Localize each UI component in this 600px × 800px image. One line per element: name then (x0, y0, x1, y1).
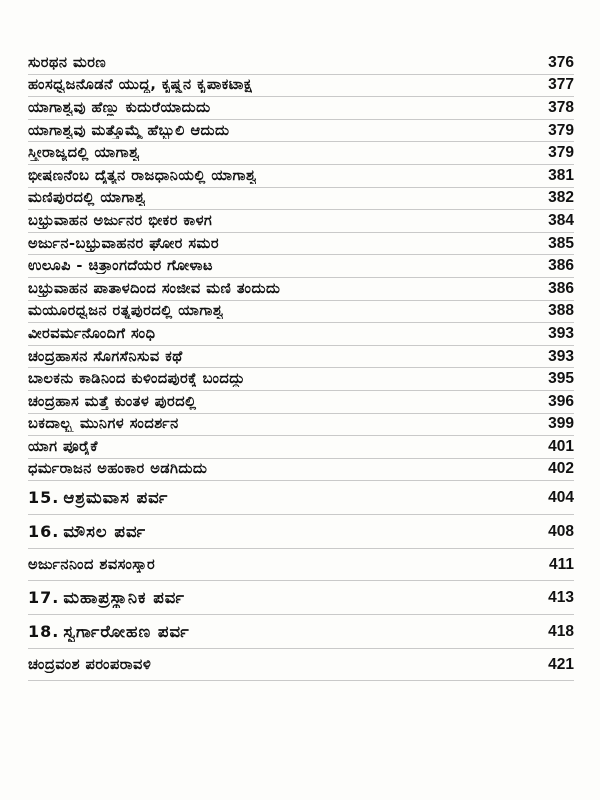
toc-entry-page: 393 (548, 324, 574, 342)
toc-entry-title: ಅರ್ಜುನನಿಂದ ಶವಸಂಸ್ಕಾರ (28, 556, 156, 573)
toc-entry-title: ಸುರಥನ ಮರಣ (28, 54, 107, 71)
toc-entry-page: 401 (548, 437, 574, 455)
toc-entry-title: ವೀರವರ್ಮನೊಂದಿಗೆ ಸಂಧಿ (28, 325, 156, 342)
toc-entry-page: 379 (548, 121, 574, 139)
toc-row (28, 346, 574, 369)
toc-section-row (28, 615, 574, 649)
toc-entry-title: ಧರ್ಮರಾಜನ ಅಹಂಕಾರ ಅಡಗಿದುದು (28, 461, 208, 478)
toc-entry-title: ಅರ್ಜುನ-ಬಭ್ರುವಾಹನರ ಘೋರ ಸಮರ (28, 235, 220, 252)
toc-entry-title: ಯಾಗ ಪೂರೈಕೆ (28, 438, 98, 455)
toc-section-page: 408 (548, 522, 574, 540)
toc-entry-page: 402 (548, 460, 574, 478)
toc-entry-title: ಯಾಗಾಶ್ವವು ಮತ್ತೊಮ್ಮೆ ಹೆಬ್ಬುಲಿ ಆದುದು (28, 122, 230, 139)
toc-row (28, 414, 574, 437)
toc-row (28, 649, 574, 681)
toc-entry-page: 386 (548, 279, 574, 297)
toc-section-heading (28, 522, 146, 542)
toc-row (28, 323, 574, 346)
toc-entry-page: 377 (548, 76, 574, 94)
toc-row (28, 120, 574, 143)
table-of-contents (28, 52, 574, 681)
toc-entry-title: ಯಾಗಾಶ್ವವು ಹೆಣ್ಣು ಕುದುರೆಯಾದುದು (28, 99, 211, 116)
toc-row (28, 75, 574, 98)
toc-entry-page: 381 (548, 166, 574, 184)
toc-row (28, 142, 574, 165)
toc-entry-page: 395 (548, 370, 574, 388)
toc-section-row (28, 515, 574, 549)
toc-entry-title: ಬಾಲಕನು ಕಾಡಿನಿಂದ ಕುಳಿಂದಪುರಕ್ಕೆ ಬಂದದ್ದು (28, 371, 246, 388)
toc-row (28, 188, 574, 211)
toc-entry-title: ಬಭ್ರುವಾಹನ ಪಾತಾಳದಿಂದ ಸಂಜೀವ ಮಣಿ ತಂದುದು (28, 280, 281, 297)
toc-entry-page: 379 (548, 144, 574, 162)
toc-section-title: ಮಹಾಪ್ರಸ್ಥಾನಿಕ ಪರ್ವ (63, 587, 185, 607)
toc-row (28, 391, 574, 414)
toc-row (28, 233, 574, 256)
toc-entry-page: 382 (548, 189, 574, 207)
toc-entry-page: 378 (548, 98, 574, 116)
toc-entry-title: ಚಂದ್ರಹಾಸ ಮತ್ತೆ ಕುಂತಳ ಪುರದಲ್ಲಿ (28, 393, 197, 410)
toc-section-heading (28, 488, 168, 508)
toc-section-page: 413 (548, 588, 574, 606)
toc-entry-title: ಭೀಷಣನೆಂಬ ದೈತ್ಯನ ರಾಜಧಾನಿಯಲ್ಲಿ ಯಾಗಾಶ್ವ (28, 167, 258, 184)
toc-entry-page: 393 (548, 347, 574, 365)
toc-row (28, 368, 574, 391)
toc-section-title: ಸ್ವರ್ಗಾರೋಹಣ ಪರ್ವ (63, 621, 190, 641)
toc-entry-page: 376 (548, 53, 574, 71)
toc-entry-title: ಬಭ್ರುವಾಹನ ಅರ್ಜುನರ ಭೀಕರ ಕಾಳಗ (28, 212, 213, 229)
toc-section-number: 16. (28, 521, 60, 541)
toc-section-number: 17. (28, 587, 60, 607)
toc-section-number: 15. (28, 487, 60, 507)
toc-section-page: 404 (548, 488, 574, 506)
toc-entry-title: ಮಣಿಪುರದಲ್ಲಿ ಯಾಗಾಶ್ವ (28, 190, 147, 207)
toc-row (28, 436, 574, 459)
toc-row (28, 52, 574, 75)
toc-entry-title: ಬಕದಾಲ್ಭ್ಯ ಮುನಿಗಳ ಸಂದರ್ಶನ (28, 416, 179, 433)
toc-section-row (28, 481, 574, 515)
toc-entry-page: 421 (548, 655, 574, 673)
toc-entry-page: 399 (548, 415, 574, 433)
toc-row (28, 278, 574, 301)
toc-entry-page: 411 (548, 555, 574, 573)
toc-section-title: ಆಶ್ರಮವಾಸ ಪರ್ವ (63, 487, 169, 507)
toc-entry-title: ಹಂಸಧ್ವಜನೊಡನೆ ಯುದ್ಧ, ಕೃಷ್ಣನ ಕೃಪಾಕಟಾಕ್ಷ (28, 77, 253, 94)
toc-entry-title: ಚಂದ್ರವಂಶ ಪರಂಪರಾವಳಿ (28, 656, 152, 673)
toc-entry-page: 386 (548, 257, 574, 275)
toc-row (28, 459, 574, 482)
toc-section-heading (28, 588, 185, 608)
toc-entry-page: 385 (548, 234, 574, 252)
toc-row (28, 301, 574, 324)
toc-section-page: 418 (548, 622, 574, 640)
toc-entry-title: ಮಯೂರಧ್ವಜನ ರತ್ನಪುರದಲ್ಲಿ ಯಾಗಾಶ್ವ (28, 303, 224, 320)
toc-section-number: 18. (28, 621, 60, 641)
toc-entry-title: ಚಂದ್ರಹಾಸನ ಸೊಗಸೆನಿಸುವ ಕಥೆ (28, 348, 183, 365)
toc-entry-title: ಸ್ತ್ರೀರಾಜ್ಯದಲ್ಲಿ ಯಾಗಾಶ್ವ (28, 145, 141, 162)
toc-row (28, 255, 574, 278)
toc-section-heading (28, 622, 190, 642)
toc-entry-title: ಉಲೂಪಿ - ಚಿತ್ರಾಂಗದೆಯರ ಗೋಳಾಟ (28, 258, 213, 275)
toc-row (28, 210, 574, 233)
toc-entry-page: 396 (548, 392, 574, 410)
toc-row (28, 165, 574, 188)
toc-section-row (28, 581, 574, 615)
toc-row (28, 549, 574, 581)
toc-section-title: ಮೌಸಲ ಪರ್ವ (63, 521, 147, 541)
toc-entry-page: 388 (548, 302, 574, 320)
toc-row (28, 97, 574, 120)
toc-entry-page: 384 (548, 211, 574, 229)
